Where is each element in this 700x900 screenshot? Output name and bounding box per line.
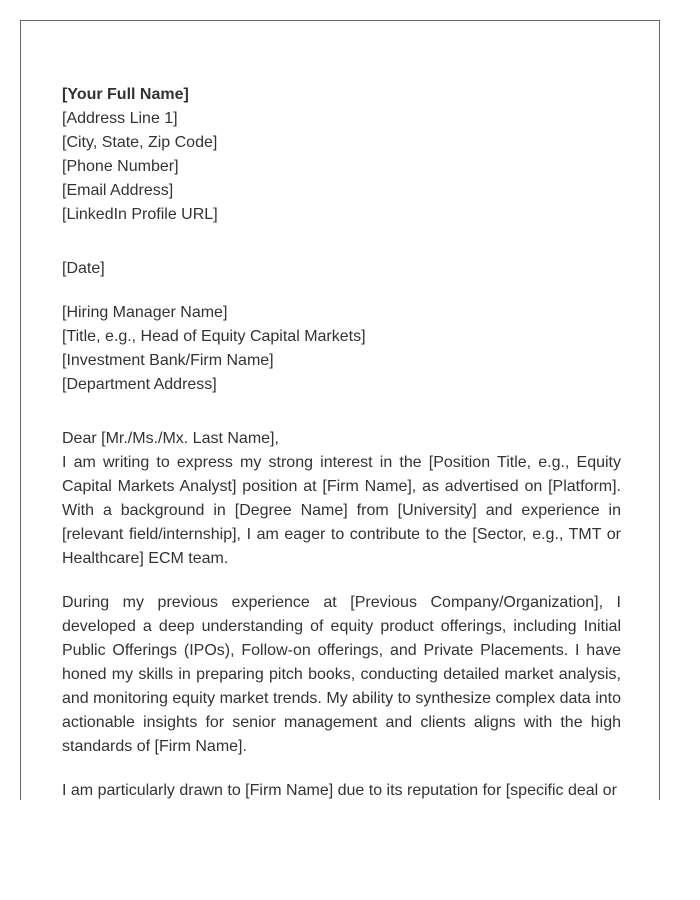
recipient-department-address: [Department Address] [62,376,217,393]
sender-city-state-zip: [City, State, Zip Code] [62,134,218,151]
recipient-name: [Hiring Manager Name] [62,304,228,321]
sender-email: [Email Address] [62,182,174,199]
recipient-block [62,301,621,397]
sender-block [62,83,621,227]
body-paragraph-3: I am particularly drawn to [Firm Name] due to its reputation for [specific deal or [62,782,617,799]
recipient-firm: [Investment Bank/Firm Name] [62,352,274,369]
body-paragraph-1: I am writing to express my strong interest in the [Position Title, e.g., Equity Capital Markets Analyst] position at [Firm Name], as advertised on [Platform]. With a background in [Degree Name] from [University] and experience in [relevant field/internship], I am eager to contribute to the [Sector, e.g., TMT or Healthcare] ECM team. [62,454,621,567]
body-paragraph-2: During my previous experience at [Previous Company/Organization], I developed a deep understanding of equity product offerings, including Initial Public Offerings (IPOs), Follow-on offerings, and Private Placements. I have honed my skills in preparing pitch books, conducting detailed market analysis, and monitoring equity market trends. My ability to synthesize complex data into actionable insights for senior management and clients aligns with the high standards of [Firm Name]. [62,594,621,755]
sender-name: [Your Full Name] [62,86,189,103]
sender-linkedin: [LinkedIn Profile URL] [62,206,218,223]
letter-content [62,83,621,800]
letter-page [20,20,660,800]
sender-phone: [Phone Number] [62,158,179,175]
letter-date: [Date] [62,260,105,277]
sender-address-line: [Address Line 1] [62,110,178,127]
recipient-title: [Title, e.g., Head of Equity Capital Markets] [62,328,366,345]
salutation: Dear [Mr./Ms./Mx. Last Name], [62,430,279,447]
